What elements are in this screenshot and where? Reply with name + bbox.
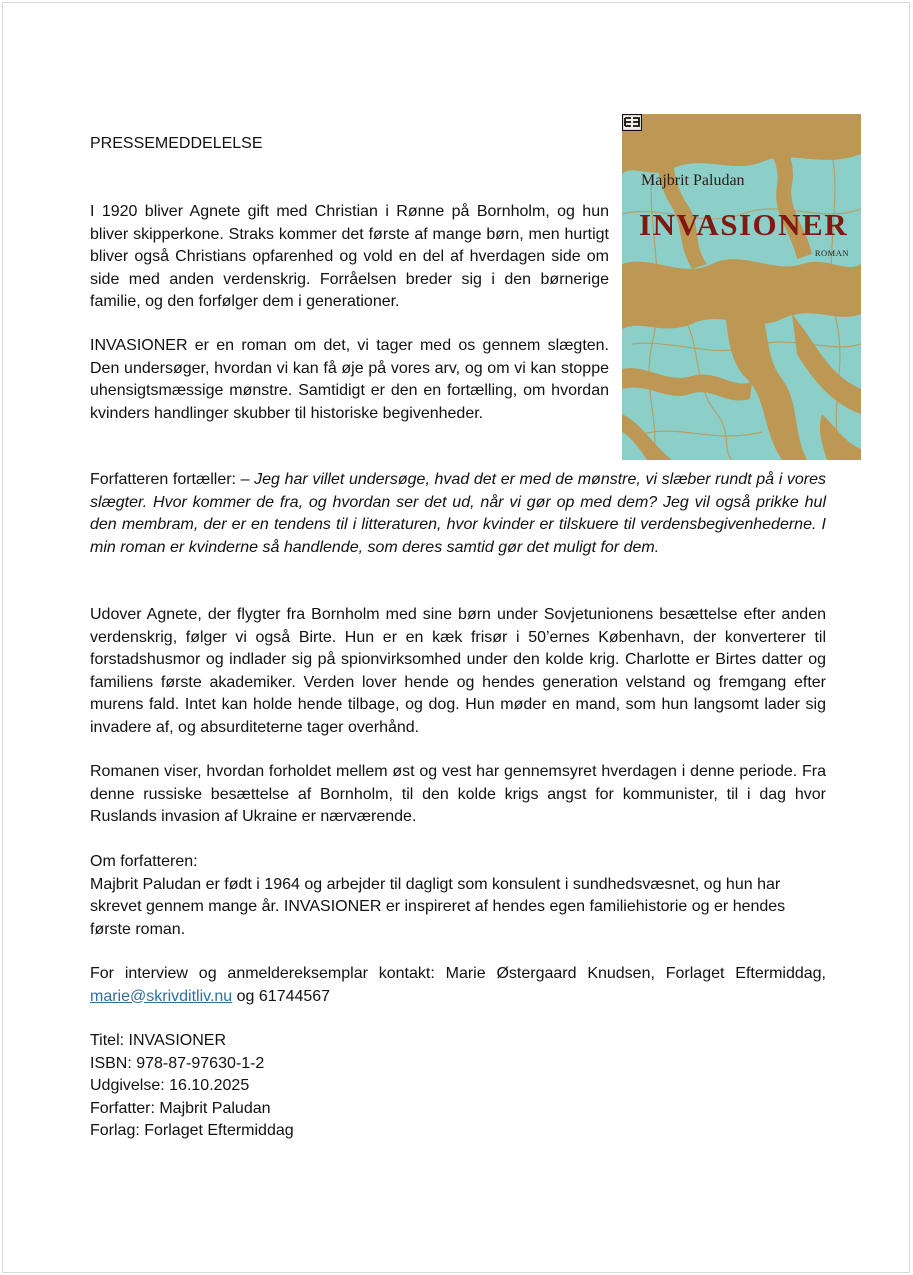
about-author-text: Majbrit Paludan er født i 1964 og arbejder til dagligt som konsulent i sundhedsvæsnet, og hun har skrevet gennem mange år. INVASIONER er inspireret af hendes egen familiehistorie og er hendes første roman. bbox=[90, 875, 786, 938]
about-author-section bbox=[90, 851, 826, 941]
about-author-heading: Om forfatteren: bbox=[90, 853, 198, 870]
novel-paragraph: INVASIONER er en roman om det, vi tager med os gennem slægten. Den undersøger, hvordan vi kan få øje på vores arv, og om vi kan stoppe uhensigtsmæssige mønstre. Samtidigt er den en fortælling, om hvordan kvinders handlinger skubber til historiske begivenheder. bbox=[90, 337, 609, 422]
detail-isbn: ISBN: 978-87-97630-1-2 bbox=[90, 1054, 265, 1072]
publisher-logo-icon bbox=[622, 114, 642, 131]
detail-release: Udgivelse: 16.10.2025 bbox=[90, 1077, 250, 1094]
context-paragraph: Romanen viser, hvordan forholdet mellem øst og vest har gennemsyret hverdagen i denne periode. Fra denne russiske besættelse af Bornholm, til den kolde krigs angst for kommunister, til i dag hvor Ruslands invasion af Ukraine er nærværende. bbox=[90, 763, 826, 825]
email-link[interactable]: marie@skrivditliv.nu bbox=[90, 987, 233, 1005]
detail-title: Titel: INVASIONER bbox=[90, 1032, 227, 1049]
quote-lead: Forfatteren fortæller: – bbox=[90, 471, 255, 488]
cover-author: Majbrit Paludan bbox=[641, 172, 745, 189]
quote-text: Jeg har villet undersøge, hvad det er med de mønstre, vi slæber rundt på i vores slægter. Hvor kommer de fra, og hvordan ser det ud, når vi gør op med dem? Jeg vil også prikke hul den membram, der er en tendens til i litteraturen, hvor kvinder er tilskuere til verdensbegivenhederne. I min roman er kvinderne så handlende, som deres samtid gør det muligt for dem. bbox=[90, 471, 826, 556]
document-heading: PRESSEMEDDELELSE bbox=[90, 135, 263, 152]
cover-pattern bbox=[622, 114, 861, 460]
author-quote-paragraph bbox=[90, 469, 826, 559]
characters-paragraph: Udover Agnete, der flygter fra Bornholm med sine børn under Sovjetunionens besættelse efter anden verdenskrig, følger vi også Birte. Hun er en kæk frisør i 50’ernes København, der konverterer til forstadshusmor og indlader sig på spionvirksomhed under den kolde krig. Charlotte er Birtes datter og familiens første akademiker. Verden lover hende og hendes generation velstand og fremgang efter murens fald. Intet kan holde hende tilbage, og dog. Hun møder en mand, som hun langsomt lader sig invadere af, og absurditeterne tager overhånd. bbox=[90, 606, 826, 736]
book-cover-image bbox=[622, 114, 861, 460]
intro-paragraph: I 1920 bliver Agnete gift med Christian i Rønne på Bornholm, og hun bliver skipperkone. Straks kommer det første af mange børn, men hurtigt bliver også Christians opfarenhed og vold en del af hverdagen side om side med anden verdenskrig. Forråelsen breder sig i den børnerige familie, og den forfølger dem i generationer. bbox=[90, 203, 609, 310]
contact-paragraph bbox=[90, 963, 826, 1008]
detail-publisher: Forlag: Forlaget Eftermiddag bbox=[90, 1122, 294, 1139]
contact-text: For interview og anmeldereksemplar kontakt: Marie Østergaard Knudsen, Forlaget Eftermiddag, bbox=[90, 965, 826, 982]
cover-title: INVASIONER bbox=[639, 207, 849, 242]
detail-author: Forfatter: Majbrit Paludan bbox=[90, 1099, 271, 1117]
cover-genre: ROMAN bbox=[814, 248, 849, 258]
book-details bbox=[90, 1030, 294, 1143]
contact-phone: og 61744567 bbox=[232, 987, 331, 1005]
